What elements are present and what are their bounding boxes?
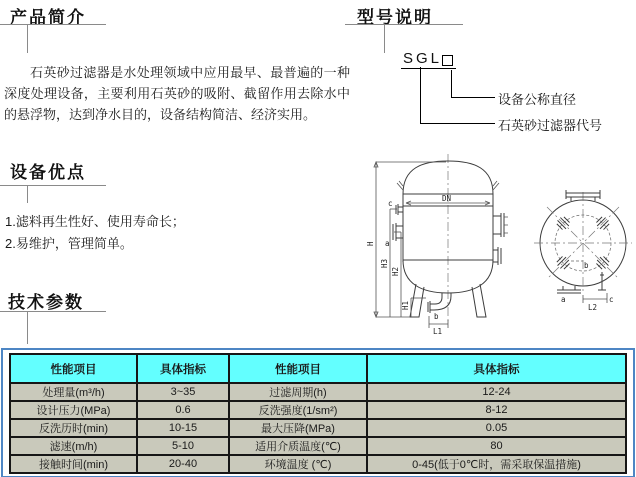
divider bbox=[27, 24, 28, 53]
col-header: 具体指标 bbox=[137, 354, 229, 383]
col-header: 性能项目 bbox=[229, 354, 367, 383]
table-row bbox=[10, 455, 626, 473]
top-label-a: a bbox=[561, 295, 566, 304]
param-name: 接触时间(min) bbox=[10, 455, 137, 473]
param-name: 适用介质温度(℃) bbox=[229, 437, 367, 455]
nozzle-label-b: b bbox=[434, 312, 439, 321]
section-title-advantages: 设备优点 bbox=[10, 163, 86, 182]
product-intro-text: 石英砂过滤器是水处理领域中应用最早、最普遍的一种深度处理设备，主要利用石英砂的吸附、截留作用去除水中的悬浮物，达到净水目的，设备结构简洁、经济实用。 bbox=[4, 65, 350, 122]
advantage-item: 2.易维护，管理简单。 bbox=[5, 236, 133, 251]
top-label-b: b bbox=[584, 261, 589, 270]
dim-label-h: H bbox=[366, 241, 375, 246]
spec-table bbox=[9, 353, 627, 474]
dim-label-h2: H2 bbox=[391, 266, 400, 276]
dim-label-l1: L1 bbox=[433, 327, 443, 336]
vessel-drawing bbox=[350, 146, 636, 348]
nozzle-label-c: c bbox=[388, 199, 393, 208]
table-row bbox=[10, 401, 626, 419]
table-row bbox=[10, 419, 626, 437]
param-name: 过滤周期(h) bbox=[229, 383, 367, 401]
divider bbox=[345, 24, 463, 25]
param-name: 反洗历时(min) bbox=[10, 419, 137, 437]
dim-label-dn: DN bbox=[442, 194, 452, 203]
param-name: 设计压力(MPa) bbox=[10, 401, 137, 419]
param-name: 反洗强度(1/sm²) bbox=[229, 401, 367, 419]
divider bbox=[27, 311, 28, 344]
param-value: 0.6 bbox=[137, 401, 229, 419]
col-header: 具体指标 bbox=[367, 354, 626, 383]
advantages-list bbox=[5, 211, 185, 255]
param-name: 环境温度 (℃) bbox=[229, 455, 367, 473]
connector-line bbox=[451, 70, 495, 98]
divider bbox=[0, 311, 106, 312]
dim-label-l2: L2 bbox=[588, 303, 598, 312]
param-value: 0-45(低于0℃时，需采取保温措施) bbox=[367, 455, 626, 473]
model-diameter-label: 设备公称直径 bbox=[498, 92, 577, 107]
table-row bbox=[10, 383, 626, 401]
nozzle-label-a: a bbox=[385, 239, 390, 248]
param-name: 滤速(m/h) bbox=[10, 437, 137, 455]
param-value: 12-24 bbox=[367, 383, 626, 401]
dim-label-h3: H3 bbox=[380, 258, 389, 268]
col-header: 性能项目 bbox=[10, 354, 137, 383]
model-code: SGL bbox=[403, 50, 443, 67]
divider bbox=[0, 185, 106, 186]
dim-label-h1: H1 bbox=[401, 300, 410, 310]
table-row bbox=[10, 437, 626, 455]
advantage-item: 1.滤料再生性好、使用寿命长； bbox=[5, 214, 185, 229]
divider bbox=[0, 24, 106, 25]
param-value: 80 bbox=[367, 437, 626, 455]
param-value: 5-10 bbox=[137, 437, 229, 455]
param-value: 3~35 bbox=[137, 383, 229, 401]
divider bbox=[27, 185, 28, 203]
param-name: 处理量(m³/h) bbox=[10, 383, 137, 401]
table-header-row bbox=[10, 354, 626, 383]
param-value: 20-40 bbox=[137, 455, 229, 473]
top-label-c: c bbox=[609, 295, 614, 304]
model-code-label: 石英砂过滤器代号 bbox=[498, 118, 603, 133]
param-name: 最大压降(MPa) bbox=[229, 419, 367, 437]
param-value: 10-15 bbox=[137, 419, 229, 437]
divider bbox=[384, 25, 385, 53]
section-title-model: 型号说明 bbox=[357, 8, 433, 27]
model-size-placeholder-box bbox=[442, 55, 453, 66]
param-value: 0.05 bbox=[367, 419, 626, 437]
section-title-tech-params: 技术参数 bbox=[8, 293, 84, 312]
spec-table-frame bbox=[1, 348, 635, 477]
param-value: 8-12 bbox=[367, 401, 626, 419]
section-title-product-intro: 产品简介 bbox=[10, 8, 86, 27]
